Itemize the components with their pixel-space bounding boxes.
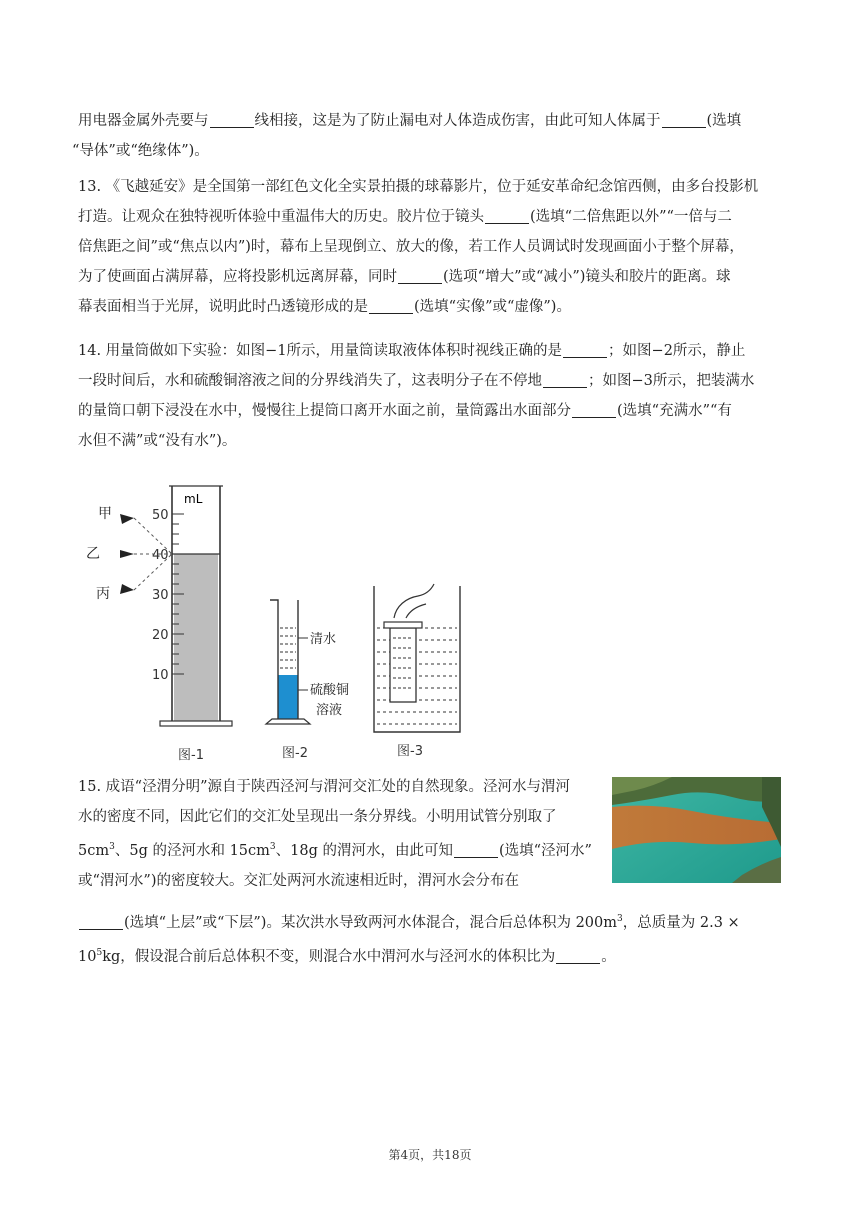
eye-label: 丙 [96,586,110,602]
text: 为了使画面占满屏幕，应将投影机远离屏幕，同时 [78,269,397,285]
text: (选填“二倍焦距以外”“一倍与二 [530,209,732,225]
q15-line-5 [78,904,784,938]
solution-label: 溶液 [316,703,343,718]
text: 线相接，这是为了防止漏电对人体造成伤害，由此可知人体属于 [254,113,661,129]
text: ；如图−2所示，静止 [608,343,746,359]
question-15 [78,772,613,896]
answer-blank[interactable] [79,913,123,930]
water-label: 清水 [310,632,337,647]
math: 、5g [114,843,148,859]
text: ，假设混合前后总体积不变，则混合水中渭河水与泾河水的体积比为 [120,949,556,965]
tick-label: 50 [152,508,169,523]
question-15-cont [78,904,784,972]
q15-line-2: 水的密度不同，因此它们的交汇处呈现出一条分界线。小明用试管分别取了 [78,809,557,825]
cylinder-liquid [174,554,218,721]
answer-blank[interactable] [485,207,529,224]
text: 。 [601,949,616,965]
q13-line-1: 13. 《飞越延安》是全国第一部红色文化全实景拍摄的球幕影片，位于延安革命纪念馆西侧，由多台投影机 [78,179,759,195]
text: (选填“上层”或“下层”)。某次洪水导致两河水体混合，混合后总体积为 [124,915,576,931]
figure-3-caption: 图-3 [397,744,423,759]
text: (选填“充满水”“有 [617,403,732,419]
question-12-tail [72,106,784,166]
q14-line-1 [78,336,784,366]
q12-line-1 [78,106,784,136]
tick-label: 20 [152,628,169,643]
eye-label: 甲 [98,506,112,522]
text: 用电器金属外壳要与 [78,113,209,129]
figure-2-cylinder [266,600,349,724]
inverted-cylinder [390,628,416,702]
river-confluence-photo [612,777,781,883]
tick-label: 10 [152,668,169,683]
q14-line-3 [78,396,784,426]
page-footer: 第4页，共18页 [388,1148,472,1162]
answer-blank[interactable] [556,947,600,964]
unit-label: mL [184,492,203,506]
solution-label: 硫酸铜 [310,683,350,698]
math: 、18g [275,843,318,859]
hand-icon [394,584,434,618]
answer-blank[interactable] [369,297,413,314]
q14-line-2 [78,366,784,396]
text: ；如图−3所示，把装满水 [588,373,755,389]
tick-label: 40 [152,548,169,563]
math: 3 [617,914,623,924]
figure-2-caption: 图-2 [282,746,308,761]
q13-line-2 [78,202,784,232]
tick-label: 30 [152,588,169,603]
math: 3 [109,842,115,852]
question-13 [78,172,784,322]
answer-blank[interactable] [398,267,442,284]
text: (选项“增大”或“减小”)镜头和胶片的距离。球 [443,269,731,285]
text: (选填“实像”或“虚像”)。 [414,299,571,315]
math: 5cm [78,843,110,859]
text: ，总质量为 2.3 × [622,915,740,931]
math: 3 [269,842,276,852]
answer-blank[interactable] [210,111,254,128]
answer-blank[interactable] [572,401,616,418]
copper-sulfate-solution [278,675,298,719]
figures-svg [84,478,464,768]
question-14 [78,336,784,456]
answer-blank[interactable] [543,371,587,388]
text: 的渭河水，由此可知 [317,843,453,859]
q13-line-3: 倍焦距之间”或“焦点以内”)时，幕布上呈现倒立、放大的像，若工作人员调试时发现画面小于整个屏幕， [78,239,744,255]
text: 的量筒口朝下浸没在水中，慢慢往上提筒口离开水面之前，量筒露出水面部分 [78,403,571,419]
q13-line-5 [78,292,784,322]
text: 的泾河水和 [147,843,230,859]
q12-line-2: “导体”或“绝缘体”)。 [72,143,209,159]
text: 一段时间后，水和硫酸铜溶液之间的分界线消失了，这表明分子在不停地 [78,373,542,389]
eye-icon [120,514,134,594]
figure-1-caption: 图-1 [178,748,204,763]
answer-blank[interactable] [563,341,607,358]
math: 10 [78,949,97,965]
q13-line-4 [78,262,784,292]
q15-line-4: 或“渭河水”)的密度较大。交汇处两河水流速相近时，渭河水会分布在 [78,873,519,889]
text: (选填 [706,113,742,129]
eye-label: 乙 [86,546,100,562]
q15-line-3 [78,832,613,866]
math: 200m [575,915,618,931]
figure-1-cylinder [86,486,232,726]
text: 幕表面相当于光屏，说明此时凸透镜形成的是 [78,299,368,315]
q15-line-1: 15. 成语“泾渭分明”源自于陕西泾河与渭河交汇处的自然现象。泾河水与渭河 [78,779,570,795]
cylinder-base [160,721,232,726]
q14-figures [84,478,464,768]
text: (选填“泾河水” [498,843,592,859]
answer-blank[interactable] [454,841,498,858]
math: 5 [96,948,103,958]
q14-line-4: 水但不满”或“没有水”)。 [78,433,237,449]
figure-3-beaker [374,584,460,732]
math: 15cm [229,843,270,859]
q15-line-6 [78,938,784,972]
text: 打造。让观众在独特视听体验中重温伟大的历史。胶片位于镜头 [78,209,484,225]
answer-blank[interactable] [662,111,706,128]
text: 14. 用量筒做如下实验：如图−1所示，用量筒读取液体体积时视线正确的是 [78,343,563,359]
math: kg [102,949,121,965]
